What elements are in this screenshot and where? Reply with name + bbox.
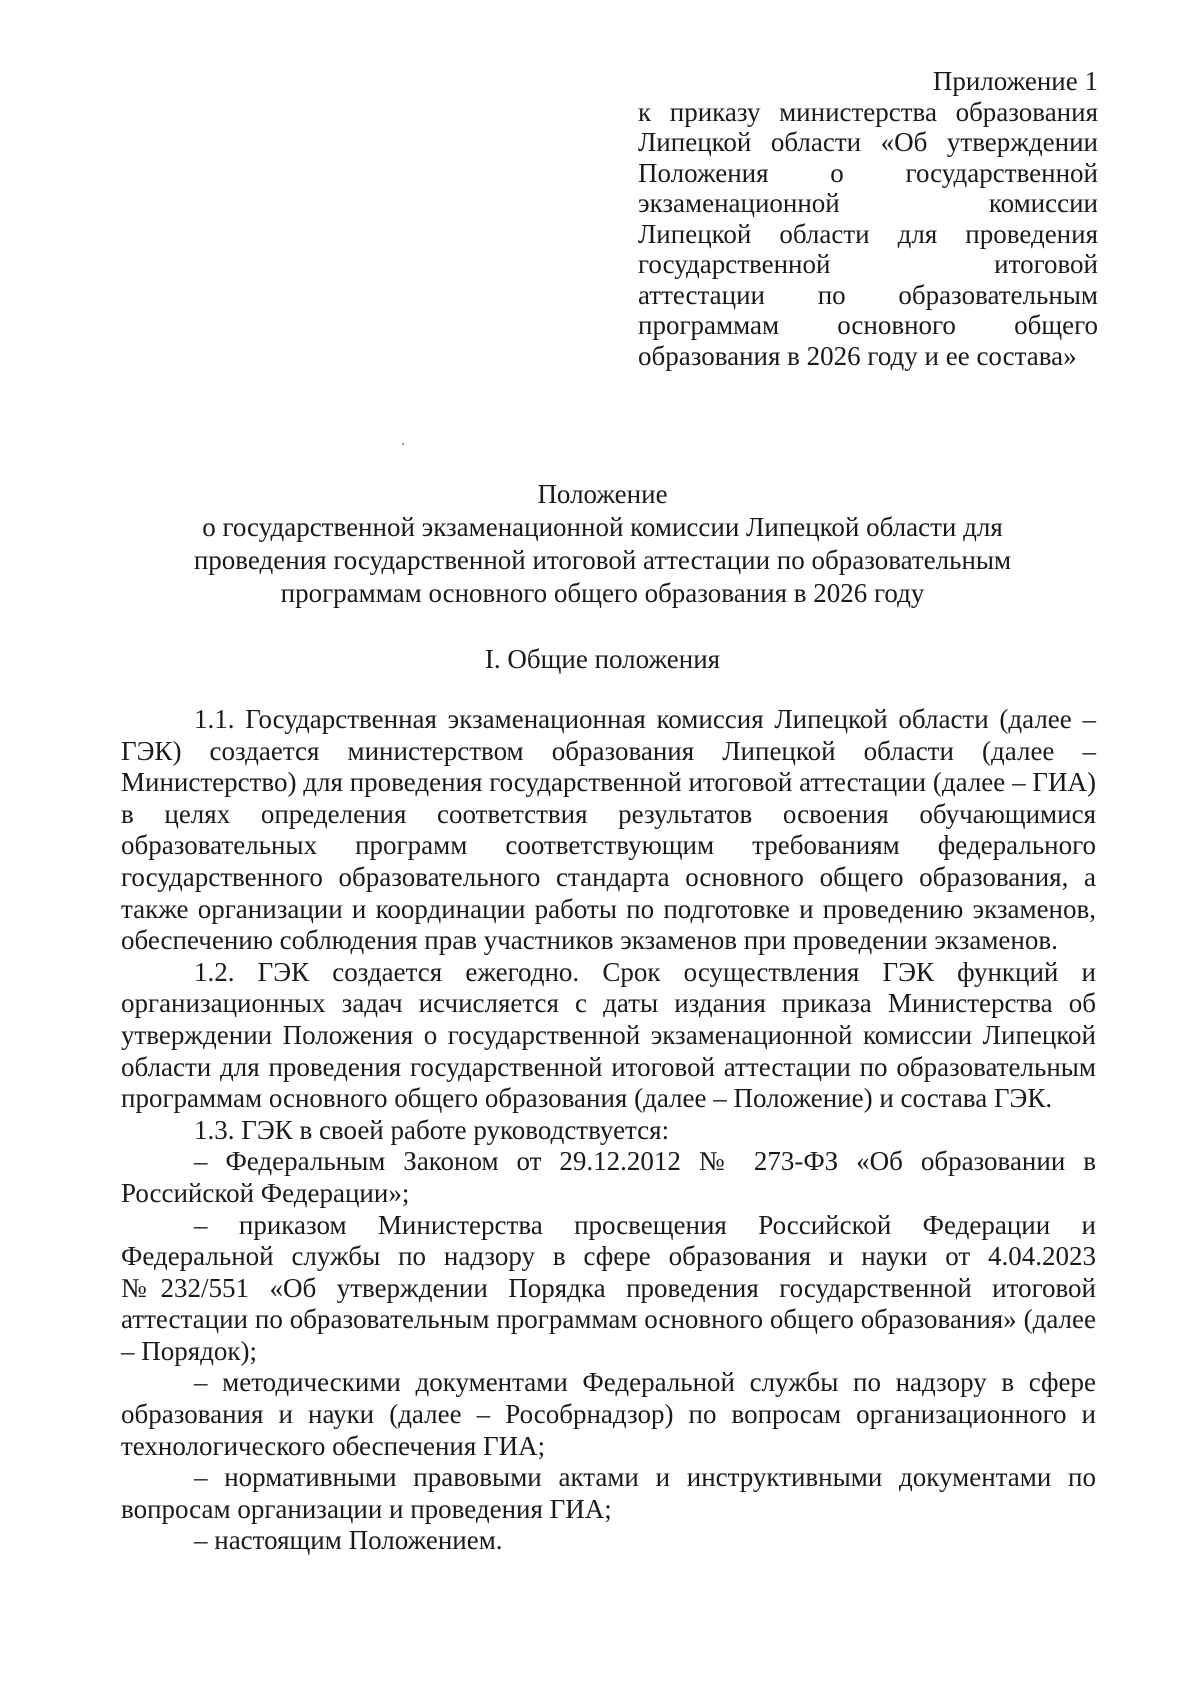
list-item: – приказом Министерства просвещения Российской Федерации и Федеральной службы по надзору в сфере образования и науки от 4.04.2023 №232/551 «Об утверждении Порядка проведения государственной итоговой аттестации по образовательным программам основного общего образования» (далее – Порядок); bbox=[121, 1209, 1096, 1366]
document-heading bbox=[120, 478, 1085, 610]
appendix-line: образования в 2026 году и ее состава» bbox=[638, 340, 1077, 371]
appendix-text bbox=[638, 97, 1098, 372]
appendix-line: Липецкой области для проведения bbox=[638, 218, 1098, 249]
document-body bbox=[121, 704, 1096, 1557]
appendix-line: аттестации по образовательным bbox=[638, 279, 1098, 310]
list-item: – Федеральным Законом от 29.12.2012 № 273-ФЗ «Об образовании в Российской Федерации»; bbox=[121, 1146, 1096, 1208]
scan-artifact-dot bbox=[402, 443, 404, 445]
appendix-line: к приказу министерства образования bbox=[638, 96, 1098, 127]
appendix-line: Положения о государственной bbox=[638, 157, 1098, 188]
appendix-line: программам основного общего bbox=[638, 310, 1098, 340]
paragraph: 1.3. ГЭК в своей работе руководствуется: bbox=[194, 1114, 670, 1145]
paragraph: 1.1. Государственная экзаменационная комиссия Липецкой области (далее – ГЭК) создается министерством образования Липецкой области (далее – Министерство) для проведения государственной итоговой аттестации (далее – ГИА) в целях определения соответствия результатов освоения обучающимися образовательных программ соответствующим требованиям федерального государственного образовательного стандарта основного общего образования, а также организации и координации работы по подготовке и проведению экзаменов, обеспечению соблюдения прав участников экзаменов при проведении экзаменов. bbox=[121, 704, 1096, 956]
list-item: – методическими документами Федеральной службы по надзору в сфере образования и науки (далее – Рособрнадзор) по вопросам организационного и технологического обеспечения ГИА; bbox=[121, 1367, 1096, 1461]
paragraph: 1.2. ГЭК создается ежегодно. Срок осуществления ГЭК функций и организационных задач исчисляется с даты издания приказа Министерства об утверждении Положения о государственной экзаменационной комиссии Липецкой области для проведения государственной итоговой аттестации по образовательным программам основного общего образования (далее – Положение) и состава ГЭК. bbox=[121, 956, 1096, 1114]
section-title: I. Общие положения bbox=[484, 644, 721, 674]
appendix-label: Приложение 1 bbox=[932, 66, 1098, 96]
document-subtitle: о государственной экзаменационной комиссии Липецкой области для проведения государственной итоговой аттестации по образовательным программам основного общего образования в 2026 году bbox=[193, 512, 1012, 608]
appendix-block bbox=[638, 66, 1098, 371]
list-item: – нормативными правовыми актами и инструктивными документами по вопросам организации и проведения ГИА; bbox=[121, 1462, 1096, 1524]
appendix-line: Липецкой области «Об утверждении bbox=[638, 127, 1098, 157]
list-item: – настоящим Положением. bbox=[194, 1525, 503, 1556]
appendix-line: экзаменационной комиссии bbox=[638, 188, 1098, 218]
appendix-line: государственной итоговой bbox=[638, 249, 1098, 279]
document-title: Положение bbox=[537, 479, 668, 509]
